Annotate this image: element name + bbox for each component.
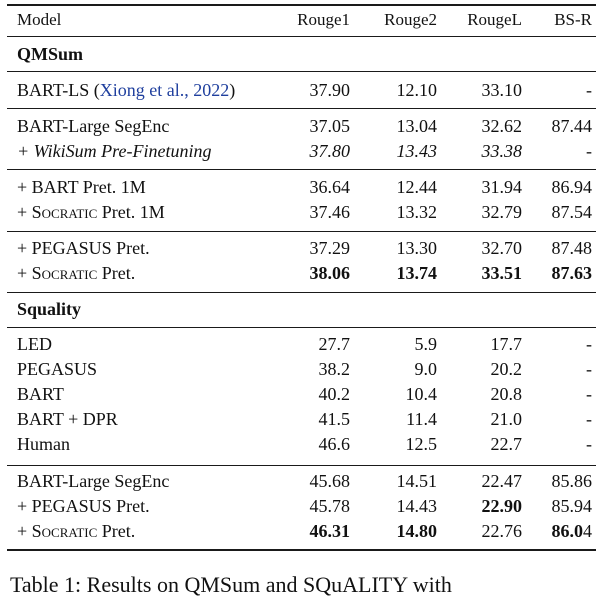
model-name: PEGASUS — [17, 359, 98, 379]
rouge1-value: 37.46 — [309, 202, 350, 222]
group-rule — [7, 108, 596, 109]
rougel-value: 33.38 — [481, 141, 522, 161]
header-rougel: RougeL — [467, 10, 522, 29]
table-row — [0, 139, 604, 164]
rouge2-value: 14.43 — [396, 496, 437, 516]
section-heading-row — [0, 42, 604, 67]
bsr-value: - — [586, 334, 592, 354]
model-name: LED — [17, 334, 52, 354]
header-bsr: BS-R — [554, 10, 592, 29]
table-row — [0, 175, 604, 200]
header-rule — [7, 36, 596, 37]
rougel-value: 32.79 — [481, 202, 522, 222]
rouge1-value: 38.06 — [309, 263, 350, 283]
bsr-value: 86.94 — [551, 177, 592, 197]
model-name: BART-Large SegEnc — [17, 116, 170, 136]
rougel-value: 20.8 — [490, 384, 522, 404]
rouge1-value: 37.90 — [309, 80, 350, 100]
bsr-value: - — [586, 434, 592, 454]
table-row — [0, 519, 604, 544]
table-row — [0, 357, 604, 382]
bsr-value: 87.44 — [551, 116, 592, 136]
rouge1-value: 27.7 — [318, 334, 350, 354]
rouge2-value: 11.4 — [406, 409, 437, 429]
bsr-value: 86.04 — [551, 521, 592, 541]
bsr-value: - — [586, 409, 592, 429]
group-rule — [7, 169, 596, 170]
rouge2-value: 9.0 — [414, 359, 437, 379]
rougel-value: 32.62 — [481, 116, 522, 136]
table-top-rule — [7, 4, 596, 6]
header-rouge2: Rouge2 — [384, 10, 437, 29]
rouge2-value: 12.5 — [405, 434, 437, 454]
rougel-value: 22.90 — [481, 496, 522, 516]
rouge2-value: 10.4 — [405, 384, 437, 404]
rougel-value: 22.47 — [481, 471, 522, 491]
bsr-value: 85.86 — [551, 471, 592, 491]
table-row — [0, 236, 604, 261]
rougel-value: 31.94 — [481, 177, 522, 197]
table-row — [0, 332, 604, 357]
model-name: BART + DPR — [17, 409, 118, 429]
model-name: + SOCRATIC Pret. — [17, 521, 136, 541]
bsr-value: 87.54 — [551, 202, 592, 222]
section-heading-squality: Squality — [17, 299, 82, 319]
rouge1-value: 46.6 — [318, 434, 350, 454]
group-rule — [7, 465, 596, 466]
rouge1-value: 45.78 — [309, 496, 350, 516]
bsr-value: 87.48 — [551, 238, 592, 258]
rougel-value: 17.7 — [490, 334, 522, 354]
citation-link[interactable]: Xiong et al., 2022 — [99, 80, 230, 100]
rougel-value: 33.10 — [481, 80, 522, 100]
model-name: BART-LS (Xiong et al., 2022) — [17, 80, 236, 100]
bsr-value: - — [586, 80, 592, 100]
rougel-value: 32.70 — [481, 238, 522, 258]
model-name: + BART Pret. 1M — [17, 177, 146, 197]
table-bottom-rule — [7, 549, 596, 551]
table-row — [0, 382, 604, 407]
table-row — [0, 114, 604, 139]
rouge2-value: 12.10 — [396, 80, 437, 100]
rouge1-value: 37.29 — [309, 238, 350, 258]
section-heading-row — [0, 297, 604, 322]
rouge2-value: 14.51 — [396, 471, 437, 491]
rouge2-value: 13.04 — [396, 116, 437, 136]
model-name: Human — [17, 434, 70, 454]
section-heading-qmsum: QMSum — [17, 44, 84, 64]
table-row — [0, 407, 604, 432]
rouge2-value: 5.9 — [414, 334, 437, 354]
table-row — [0, 200, 604, 225]
rougel-value: 21.0 — [490, 409, 522, 429]
rouge1-value: 38.2 — [318, 359, 350, 379]
table-row — [0, 469, 604, 494]
rouge2-value: 14.80 — [396, 521, 437, 541]
table-row — [0, 494, 604, 519]
model-name: + SOCRATIC Pret. 1M — [17, 202, 165, 222]
table-row — [0, 432, 604, 457]
header-model: Model — [17, 10, 62, 29]
rouge2-value: 12.44 — [396, 177, 437, 197]
bsr-value: - — [586, 384, 592, 404]
rougel-value: 33.51 — [481, 263, 522, 283]
rougel-value: 22.76 — [481, 521, 522, 541]
rouge2-value: 13.32 — [396, 202, 437, 222]
model-name: + PEGASUS Pret. — [17, 238, 150, 258]
header-rouge1: Rouge1 — [297, 10, 350, 29]
rouge1-value: 46.31 — [309, 521, 350, 541]
model-name: + WikiSum Pre-Finetuning — [17, 141, 212, 161]
rougel-value: 20.2 — [490, 359, 522, 379]
model-name: + SOCRATIC Pret. — [17, 263, 136, 283]
rouge1-value: 41.5 — [318, 409, 350, 429]
rouge1-value: 37.80 — [309, 141, 350, 161]
bsr-value: - — [586, 141, 592, 161]
rouge1-value: 36.64 — [309, 177, 350, 197]
model-name: + PEGASUS Pret. — [17, 496, 150, 516]
rouge2-value: 13.30 — [396, 238, 437, 258]
rougel-value: 22.7 — [490, 434, 522, 454]
model-name: BART-Large SegEnc — [17, 471, 170, 491]
table-row — [0, 78, 604, 103]
bsr-value: 85.94 — [551, 496, 592, 516]
qmsum-section-rule — [7, 71, 596, 72]
bsr-value: - — [586, 359, 592, 379]
section-divider-rule — [7, 292, 596, 293]
rouge2-value: 13.74 — [396, 263, 437, 283]
rouge1-value: 40.2 — [318, 384, 350, 404]
group-rule — [7, 231, 596, 232]
rouge1-value: 45.68 — [309, 471, 350, 491]
rouge2-value: 13.43 — [396, 141, 437, 161]
table-caption: Table 1: Results on QMSum and SQuALITY with — [10, 572, 452, 597]
bsr-value: 87.63 — [551, 263, 592, 283]
model-name: BART — [17, 384, 64, 404]
rouge1-value: 37.05 — [309, 116, 350, 136]
squality-section-rule — [7, 327, 596, 328]
table-header-row — [0, 7, 604, 32]
table-row — [0, 261, 604, 286]
